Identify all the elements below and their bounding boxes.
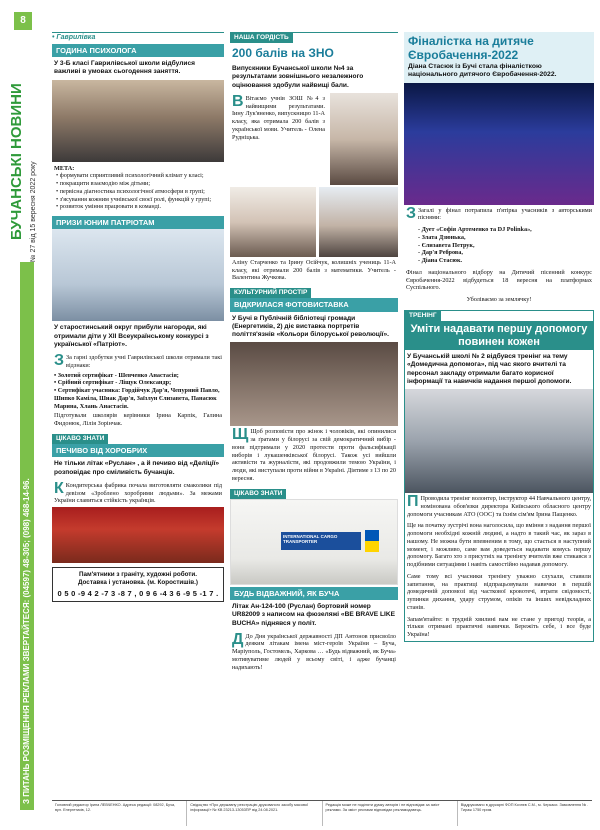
page-number: 8 [14, 12, 32, 30]
photo-classroom [52, 80, 224, 162]
body-zno-2: Аліну Старченко та Ірину Осійчук, колишніх учениць 11-А класу, які отримали 200 балів з математики. Учитель - Валентина Жучкова. [232, 258, 396, 282]
dropcap: В [232, 92, 244, 110]
finalist: - Злата Дзюнька, [418, 233, 466, 241]
ad-contact-bar: З ПИТАНЬ РОЗМІЩЕННЯ РЕКЛАМИ ЗВЕРТАЙТЕСЯ: (04597) 48-305; (098) 468-14-96. [20, 262, 34, 810]
finalist: - Дар'я Реброва, [418, 249, 463, 257]
title-zno: 200 балів на ЗНО [232, 46, 334, 61]
section-interesting: ЦІКАВО ЗНАТИ [52, 434, 108, 444]
photo-cookies [52, 507, 224, 563]
lead-prizes: У старостинський округ прибули нагороди, які отримали діти у XII Всеукраїнському конкурсі з української «Патріот». [54, 324, 209, 348]
title-eurovision: Фіналістка на дитяче Євробачення-2022 [408, 34, 534, 62]
dropcap: Щ [232, 426, 249, 444]
photo-stage [404, 83, 594, 205]
brand-name: БУЧАНСЬКІ НОВИНИ [8, 83, 25, 240]
column-left [52, 32, 224, 602]
lead-training: У Бучанській школі № 2 відбувся тренінг на тему «Домедична допомога», під час якого вчителі та персонал закладу отримали багато корисної інформації та навичків надання першої допомоги. [407, 353, 572, 385]
section-training: ТРЕНІНГ [405, 311, 441, 321]
finalists-list [404, 224, 594, 267]
body-eurovision-1: Загалі у фінал потрапила п'ятірка учасників з авторськими піснями: [418, 206, 592, 222]
side-strip [0, 0, 46, 830]
meta-item: • покращити взаємодію між дітьми; [56, 180, 222, 188]
photo-student-2 [230, 187, 316, 257]
column-right [404, 32, 594, 642]
kicker-psychologist: ГОДИНА ПСИХОЛОГА [52, 44, 224, 57]
ad-line: Доставка і установка. (м. Коростишів.) [77, 579, 199, 586]
photo-student-1 [330, 93, 398, 185]
section-pride: НАША ГОРДІСТЬ [230, 33, 293, 43]
award-item: • Золотий сертифікат - Шевченко Анастасія; [54, 372, 224, 380]
lead-eurovision: Діана Стасюк із Бучі стала фіналісткою національного дитячого Євробачення-2022. [408, 62, 557, 79]
dropcap: З [54, 352, 65, 370]
footer-printing: Віддруковано в друкарні ФОП Кочнєв С.М., м. Черкаси. Замовлення № . Тираж 1750 прим. [460, 803, 589, 812]
meta-item: • формувати сприятливий психологічний клімат у класі; [56, 172, 222, 180]
ad-phone: 0 5 0 -9 4 2 -7 3 -8 7 , 0 9 6 -4 3 6 -9 5 -1 7 . [57, 588, 219, 598]
kicker-prizes: ПРИЗИ ЮНИМ ПАТРІОТАМ [52, 216, 224, 229]
award-item: • Сертифікат учасника: Гордійчук Дар'я, Чепурний Павло, Шипко Каміла, Шиак Дар'я, Заїзлун Єлизавета, Панасюк Марина, Хлань Анастасія. [54, 387, 224, 410]
finalist: - Єлизавета Петрук, [418, 241, 475, 249]
dropcap: К [54, 479, 64, 497]
finalist: - Дует «Софія Артеменко та DJ Polinka», [418, 226, 532, 234]
awards-list [52, 372, 224, 411]
footer-registration: Свідоцтво «Про державну реєстрацію друкованого засобу масової інформації» № КВ 23213-13053ПР від 24.08.2021. [187, 801, 322, 826]
award-item: • Срібний сертифікат - Ліщук Олександр; [54, 379, 224, 387]
section-interesting-2: ЦІКАВО ЗНАТИ [230, 489, 286, 499]
kicker-plane: БУДЬ ВІДВАЖНИЙ, ЯК БУЧА [230, 587, 398, 600]
body-eurovision-3: Уболіваємо за землячку! [466, 296, 532, 304]
meta-list [54, 172, 222, 211]
kicker-cookies: ПЕЧИВО ВІД ХОРОБРИХ [52, 444, 224, 457]
body-prizes-2: Підготували школярів керівники Ірина Карпік, Галина Фидонюк, Лілія Зорінчак. [54, 412, 222, 428]
lead-psychologist: У 3-Б класі Гаврилівської школи відбулися важливі в умовах сьогодення заняття. [54, 60, 195, 76]
photo-certificates [52, 229, 224, 321]
dropcap: П [407, 493, 419, 511]
section-label: Гаврилівка [56, 34, 96, 41]
footer-disclaimer: Редакція може не поділяти думку авторів і не відповідає за зміст реклами. За зміст реклами відповідає рекламодавець. [323, 801, 458, 826]
ad-monuments [52, 567, 224, 602]
body-exhibition: Щоб розповісти про жінок і чоловіків, які опинилися за ґратами у білорусі за свій демократичний вибір - вони підтримали у 2020 протести проти фальсифікації виборів і лукашенківської білорусі. Також усі вийшли активісти та журналісти, які продовжили темою України, і люди, які виступали проти війни в Україні. Діятиме з 13 по 20 вересня. [232, 428, 396, 482]
body-training-3: Саме тому всі учасники тренінгу уважно слухали, ставили запитання, на практиці відпрацьовували навички в першій домедичній допомозі від часткової кровотечі, втрати свідомості, зупинки дихання, удару струмом, опіків та інших невідкладних станів. [407, 572, 591, 611]
column-middle [230, 32, 398, 673]
photo-plane [230, 499, 398, 585]
body-plane: До Дня української державності ДП Антонов присвоїло деяким літакам імена міст-героїв України – Буча, Маріуполь, Гостомель, Харкова … «Будь відважний, як Буча» мотивуватиме людей у всьому світі, і адже бучанці надихають! [232, 632, 396, 671]
footer-imprint [52, 800, 592, 826]
photo-library [230, 342, 398, 426]
finalist: - Діана Стасюк. [418, 257, 463, 265]
kicker-exhibition: ВІДКРИЛАСЯ ФОТОВИСТАВКА [230, 298, 398, 311]
lead-cookies: Не тільки літак «Руслан» , а й печиво від «Деліції» розповідає про сміливість бучанців. [54, 460, 220, 476]
lead-exhibition: У Бучі в Публічній бібліотеці громади (Енергетиків, 2) діє виставка портретів поліття'язнів «Кольори білоруської революції». [232, 314, 390, 339]
lead-zno: Випускники Бучанської школи №4 за результатами зовнішнього незалежного оцінювання здобули найвищі бали. [232, 65, 364, 89]
body-training-1: Проводила тренінг волонтер, інструктор 44 Навчального центру, номінована обов'язки директора Київського обласного центру допомоги учасникам АТО (ООС) та їхнім сім'ям Ірина Пащенко. [407, 495, 591, 518]
body-zno-1: Вітаємо учнів ЗОШ №4 з найвищими результатами. Іину Лук'яненко, випускницю 11-А класу, яка отримала 200 балів з української мови. Учитель - Олена Руднiцька. [232, 94, 325, 141]
plane-banner: INTERNATIONAL CARGO TRANSPORTER [281, 532, 361, 550]
photo-training [405, 389, 593, 493]
section-gavrylivka: • Гаврилівка [52, 34, 96, 41]
dropcap: З [406, 204, 417, 222]
body-training-4: Запам'ятайте: в трудній хвилині вам не стане у пригоді теорія, а тільки отримані практичні навички. Бережіть себе, і все буде Україна! [407, 615, 591, 639]
body-eurovision-2: Фінал національного відбору на Дитячий пісенний конкурс Євробачення-2022 відбудеться 18 вересня на платформах Суспільного. [406, 268, 592, 292]
flag-blue [365, 530, 379, 541]
section-culture: КУЛЬТУРНИЙ ПРОСТІР [230, 288, 311, 298]
training-box [404, 310, 594, 642]
title-training: Уміти надавати першу допомогу повинен кожен [405, 321, 593, 350]
meta-item: • з'ясування кожним учнівської своєї ролі, функцій у групі; [56, 196, 222, 204]
eurovision-header [404, 32, 594, 83]
ad-line: Пам'ятники з граніту, художні роботи. [79, 571, 197, 579]
lead-plane: Літак Ан-124-100 (Руслан) бортовий номер UR82009 з написом на фюзеляжі «BE BRAVE LIKE BUCHA» піднявся у політ. [232, 603, 396, 627]
body-cookies: Кондитерська фабрика почала виготовляти смаколики під девізом «Зроблено хоробрими людьми». За межами України славиться стійкість українців. [54, 481, 222, 505]
meta-title: МЕТА: [54, 164, 75, 172]
footer-editor: Головний редактор Ірина ЛЕВЧЕНКО. Адреса редакції: 08292, Буча, вул. Енергетиків, 12. [52, 801, 187, 826]
body-training-2: Ще на початку зустрічі вона наголосила, що вміння з надання першої допомоги необхідні кожній людині, а надто в такий час, як зараз в нашому. Не можна бути впевненим в тому, що стається в наступний момент, і можливо, саме вам доведеться надавати комусь першу допомогу. Багато хто з присутніх на тренінгу вчителів вже стикався з подібними ситуаціями і навіть самостійно надавав допомогу. [407, 522, 591, 569]
meta-item: • первісна діагностика психологічної атмосфери в групі; [56, 188, 222, 196]
dropcap: Д [232, 630, 244, 648]
photo-student-3 [319, 187, 398, 257]
issue-info: № 27 від 15 вересня 2022 року [30, 161, 37, 262]
meta-item: • розвиток уміння працювати в команді. [56, 203, 222, 211]
body-prizes: За гарні здобутки учні Гаврилівської школи отримали такі відзнаки: [66, 354, 222, 369]
